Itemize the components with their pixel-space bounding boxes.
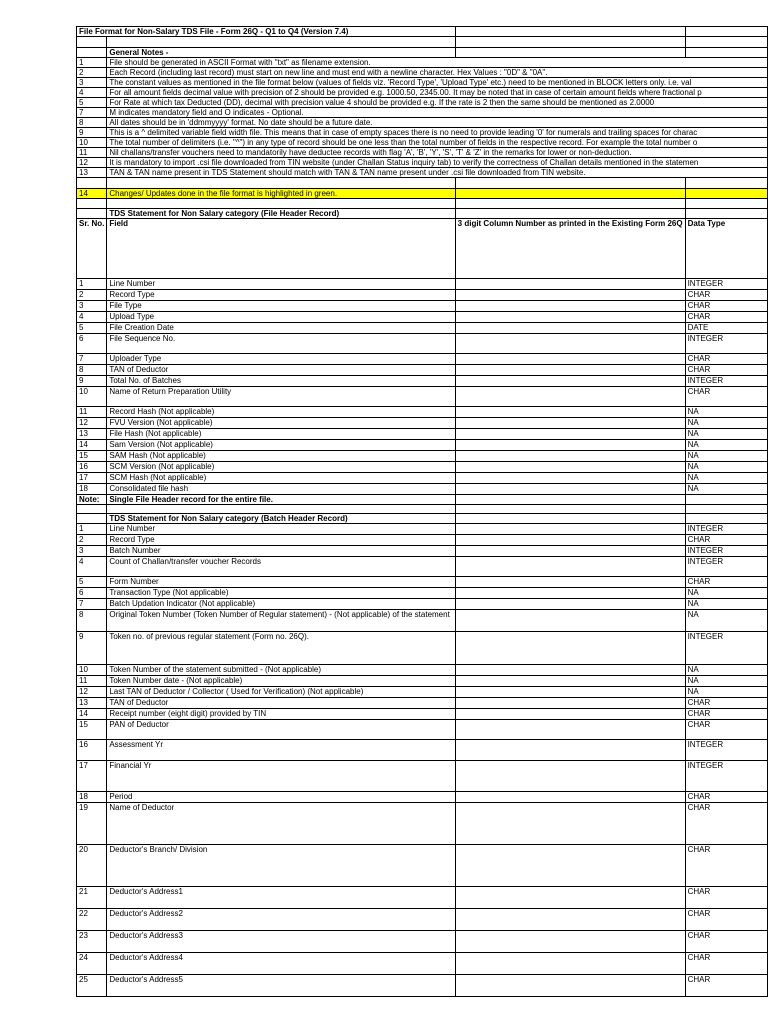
field-name: Deductor's Address1 — [107, 887, 455, 909]
field-data-type: NA — [685, 610, 767, 632]
field-name: Uploader Type — [107, 354, 455, 365]
note-row — [77, 88, 768, 98]
field-srno: 23 — [77, 931, 107, 953]
field-data-type: CHAR — [685, 354, 767, 365]
note-text: Single File Header record for the entire file. — [107, 495, 455, 505]
field-name: Receipt number (eight digit) provided by TIN — [107, 709, 455, 720]
field-name: TAN of Deductor — [107, 698, 455, 709]
field-srno: 2 — [77, 290, 107, 301]
field-name: File Type — [107, 301, 455, 312]
note-number: 9 — [77, 128, 107, 138]
field-row — [77, 577, 768, 588]
note-number: 3 — [77, 78, 107, 88]
note-text: M indicates mandatory field and O indicates - Optional. — [107, 108, 768, 118]
field-srno: 5 — [77, 577, 107, 588]
field-data-type: INTEGER — [685, 334, 767, 354]
field-data-type: CHAR — [685, 803, 767, 845]
field-data-type: INTEGER — [685, 740, 767, 761]
field-srno: 15 — [77, 451, 107, 462]
field-row — [77, 354, 768, 365]
col-header-data-type: Data Type — [685, 219, 767, 279]
field-name: Deductor's Address4 — [107, 953, 455, 975]
general-notes-title: General Notes - — [107, 48, 455, 58]
field-data-type: NA — [685, 451, 767, 462]
note-text: For Rate at which tax Deducted (DD), decimal with precision value 4 should be provided e.g. If the rate is 2 then the same should be mentioned as 2.0000 — [107, 98, 768, 108]
field-srno: 1 — [77, 524, 107, 535]
field-srno: 17 — [77, 761, 107, 792]
note-row — [77, 118, 768, 128]
field-row — [77, 451, 768, 462]
field-data-type: NA — [685, 440, 767, 451]
note-number: 2 — [77, 68, 107, 78]
field-srno: 13 — [77, 698, 107, 709]
field-srno: 12 — [77, 418, 107, 429]
field-name: Record Type — [107, 535, 455, 546]
field-row — [77, 792, 768, 803]
field-data-type: INTEGER — [685, 376, 767, 387]
field-name: SCM Version (Not applicable) — [107, 462, 455, 473]
field-data-type: CHAR — [685, 387, 767, 407]
table-body — [77, 27, 768, 997]
field-data-type: INTEGER — [685, 279, 767, 290]
field-data-type: CHAR — [685, 909, 767, 931]
field-data-type: INTEGER — [685, 632, 767, 665]
field-row — [77, 845, 768, 887]
note-number: 14 — [77, 189, 107, 199]
spacer-row — [77, 199, 768, 209]
section-title-row — [77, 209, 768, 219]
field-name: Batch Updation Indicator (Not applicable) — [107, 599, 455, 610]
field-name: PAN of Deductor — [107, 720, 455, 740]
field-row — [77, 279, 768, 290]
field-data-type: NA — [685, 462, 767, 473]
field-row — [77, 975, 768, 997]
note-number: 11 — [77, 148, 107, 158]
field-data-type: NA — [685, 407, 767, 418]
field-data-type: CHAR — [685, 290, 767, 301]
field-data-type: NA — [685, 687, 767, 698]
note-row — [77, 68, 768, 78]
note-number: 8 — [77, 118, 107, 128]
field-name: Record Type — [107, 290, 455, 301]
field-srno: 11 — [77, 676, 107, 687]
field-srno: 20 — [77, 845, 107, 887]
note-number: 12 — [77, 158, 107, 168]
field-row — [77, 676, 768, 687]
note-row — [77, 158, 768, 168]
field-srno: 6 — [77, 588, 107, 599]
spacer-row — [77, 37, 768, 48]
field-data-type: CHAR — [685, 312, 767, 323]
field-name: Consolidated file hash — [107, 484, 455, 495]
field-data-type: NA — [685, 418, 767, 429]
field-row — [77, 365, 768, 376]
field-srno: 2 — [77, 535, 107, 546]
note-number: 1 — [77, 58, 107, 68]
field-name: File Hash (Not applicable) — [107, 429, 455, 440]
highlighted-note-row — [77, 189, 768, 199]
col-header-column-number: 3 digit Column Number as printed in the Existing Form 26Q — [455, 219, 685, 279]
field-data-type: CHAR — [685, 887, 767, 909]
note-text: Changes/ Updates done in the file format is highlighted in green. — [107, 189, 455, 199]
field-row — [77, 312, 768, 323]
field-name: Form Number — [107, 577, 455, 588]
field-name: Original Token Number (Token Number of Regular statement) - (Not applicable) of the statement — [107, 610, 455, 632]
field-srno: 22 — [77, 909, 107, 931]
field-srno: 3 — [77, 301, 107, 312]
field-name: FVU Version (Not applicable) — [107, 418, 455, 429]
field-row — [77, 909, 768, 931]
field-data-type: CHAR — [685, 577, 767, 588]
field-row — [77, 429, 768, 440]
field-row — [77, 440, 768, 451]
field-name: File Sequence No. — [107, 334, 455, 354]
field-srno: 16 — [77, 740, 107, 761]
field-row — [77, 698, 768, 709]
note-row — [77, 58, 768, 68]
field-srno: 11 — [77, 407, 107, 418]
field-srno: 3 — [77, 546, 107, 557]
field-srno: 8 — [77, 365, 107, 376]
field-name: Assessment Yr — [107, 740, 455, 761]
field-name: Financial Yr — [107, 761, 455, 792]
field-srno: 19 — [77, 803, 107, 845]
field-srno: 14 — [77, 440, 107, 451]
note-number: 13 — [77, 168, 107, 178]
note-text: For all amount fields decimal value with precision of 2 should be provided e.g. 1000.50, 2345.00. It may be noted that in case of certain amount fields where fractional p — [107, 88, 768, 98]
field-row — [77, 953, 768, 975]
note-text: The total number of delimiters (i.e. "^") in any type of record should be one less than the total number of fields in the respective record. For example the total number o — [107, 138, 768, 148]
field-row — [77, 462, 768, 473]
note-text: Each Record (including last record) must start on new line and must end with a newline character. Hex Values : "0D" & "0A". — [107, 68, 768, 78]
document-title: File Format for Non-Salary TDS File - Form 26Q - Q1 to Q4 (Version 7.4) — [77, 27, 456, 37]
field-srno: 17 — [77, 473, 107, 484]
field-data-type: INTEGER — [685, 524, 767, 535]
field-name: Last TAN of Deductor / Collector ( Used for Verification) (Not applicable) — [107, 687, 455, 698]
note-text: All dates should be in 'ddmmyyyy' format. No date should be a future date. — [107, 118, 768, 128]
note-number: 4 — [77, 88, 107, 98]
section-title-row — [77, 514, 768, 524]
field-row — [77, 546, 768, 557]
column-header-row — [77, 219, 768, 279]
note-text: This is a ^ delimited variable field width file. This means that in case of empty spaces there is no need to provide leading '0' for numerals and trailing spaces for charac — [107, 128, 768, 138]
note-row — [77, 148, 768, 158]
field-name: Transaction Type (Not applicable) — [107, 588, 455, 599]
field-row — [77, 740, 768, 761]
spacer-row — [77, 178, 768, 189]
field-name: Deductor's Branch/ Division — [107, 845, 455, 887]
field-row — [77, 720, 768, 740]
note-label: Note: — [77, 495, 107, 505]
field-data-type: INTEGER — [685, 557, 767, 577]
field-name: Token Number date - (Not applicable) — [107, 676, 455, 687]
field-row — [77, 761, 768, 792]
field-data-type: CHAR — [685, 535, 767, 546]
note-text: TAN & TAN name present in TDS Statement should match with TAN & TAN name present under .csi file downloaded from TIN website. — [107, 168, 768, 178]
col-header-srno: Sr. No. — [77, 219, 107, 279]
field-row — [77, 887, 768, 909]
field-row — [77, 484, 768, 495]
field-srno: 18 — [77, 484, 107, 495]
field-name: Name of Return Preparation Utility — [107, 387, 455, 407]
field-name: Line Number — [107, 279, 455, 290]
field-srno: 8 — [77, 610, 107, 632]
field-row — [77, 407, 768, 418]
field-row — [77, 535, 768, 546]
field-row — [77, 524, 768, 535]
note-number: 5 — [77, 98, 107, 108]
note-text: The constant values as mentioned in the file format below (values of fields viz. 'Record Type', 'Upload Type' etc.) need to be mentioned in BLOCK letters only. i.e. val — [107, 78, 768, 88]
note-text: Nil challans/transfer vouchers need to mandatorily have deductee records with flag 'A', 'B', 'Y', 'S', 'T' & 'Z' in the remarks for lower or non-deduction. — [107, 148, 768, 158]
field-srno: 4 — [77, 557, 107, 577]
field-name: Upload Type — [107, 312, 455, 323]
field-data-type: NA — [685, 665, 767, 676]
field-srno: 21 — [77, 887, 107, 909]
field-row — [77, 632, 768, 665]
spreadsheet-table — [76, 26, 768, 997]
field-data-type: CHAR — [685, 301, 767, 312]
field-row — [77, 290, 768, 301]
field-row — [77, 323, 768, 334]
note-row — [77, 495, 768, 505]
field-name: Sam Version (Not applicable) — [107, 440, 455, 451]
field-srno: 9 — [77, 632, 107, 665]
field-name: Batch Number — [107, 546, 455, 557]
field-data-type: INTEGER — [685, 546, 767, 557]
note-number: 10 — [77, 138, 107, 148]
field-srno: 5 — [77, 323, 107, 334]
field-data-type: CHAR — [685, 975, 767, 997]
field-data-type: NA — [685, 599, 767, 610]
field-srno: 7 — [77, 599, 107, 610]
field-row — [77, 931, 768, 953]
note-row — [77, 138, 768, 148]
field-data-type: CHAR — [685, 709, 767, 720]
section-title: TDS Statement for Non Salary category (Batch Header Record) — [107, 514, 455, 524]
field-data-type: CHAR — [685, 698, 767, 709]
field-name: TAN of Deductor — [107, 365, 455, 376]
field-data-type: NA — [685, 429, 767, 440]
field-srno: 4 — [77, 312, 107, 323]
field-row — [77, 334, 768, 354]
field-data-type: NA — [685, 484, 767, 495]
field-row — [77, 665, 768, 676]
field-srno: 25 — [77, 975, 107, 997]
field-row — [77, 599, 768, 610]
field-name: Token Number of the statement submitted - (Not applicable) — [107, 665, 455, 676]
field-name: Deductor's Address2 — [107, 909, 455, 931]
title-row — [77, 27, 768, 37]
field-srno: 10 — [77, 387, 107, 407]
section-title: TDS Statement for Non Salary category (File Header Record) — [107, 209, 455, 219]
field-srno: 18 — [77, 792, 107, 803]
note-row — [77, 168, 768, 178]
field-name: Period — [107, 792, 455, 803]
note-row — [77, 128, 768, 138]
field-data-type: DATE — [685, 323, 767, 334]
field-srno: 1 — [77, 279, 107, 290]
field-row — [77, 803, 768, 845]
field-name: Line Number — [107, 524, 455, 535]
field-srno: 24 — [77, 953, 107, 975]
field-srno: 6 — [77, 334, 107, 354]
field-srno: 7 — [77, 354, 107, 365]
note-row — [77, 78, 768, 88]
field-row — [77, 418, 768, 429]
field-row — [77, 376, 768, 387]
field-row — [77, 387, 768, 407]
field-data-type: CHAR — [685, 931, 767, 953]
field-name: Token no. of previous regular statement (Form no. 26Q). — [107, 632, 455, 665]
field-name: Record Hash (Not applicable) — [107, 407, 455, 418]
note-row — [77, 98, 768, 108]
field-srno: 10 — [77, 665, 107, 676]
col-header-field: Field — [107, 219, 455, 279]
field-name: SCM Hash (Not applicable) — [107, 473, 455, 484]
field-name: Deductor's Address5 — [107, 975, 455, 997]
field-srno: 12 — [77, 687, 107, 698]
general-notes-heading-row — [77, 48, 768, 58]
field-srno: 15 — [77, 720, 107, 740]
field-row — [77, 709, 768, 720]
field-row — [77, 588, 768, 599]
field-data-type: CHAR — [685, 953, 767, 975]
field-name: Count of Challan/transfer voucher Records — [107, 557, 455, 577]
field-name: File Creation Date — [107, 323, 455, 334]
field-srno: 9 — [77, 376, 107, 387]
field-row — [77, 557, 768, 577]
field-data-type: NA — [685, 588, 767, 599]
field-row — [77, 301, 768, 312]
field-srno: 13 — [77, 429, 107, 440]
note-row — [77, 108, 768, 118]
field-name: Name of Deductor — [107, 803, 455, 845]
note-text: File should be generated in ASCII Format with "txt" as filename extension. — [107, 58, 768, 68]
field-name: Deductor's Address3 — [107, 931, 455, 953]
field-srno: 16 — [77, 462, 107, 473]
spacer-row — [77, 505, 768, 514]
note-number: 7 — [77, 108, 107, 118]
field-row — [77, 687, 768, 698]
field-data-type: NA — [685, 473, 767, 484]
field-name: SAM Hash (Not applicable) — [107, 451, 455, 462]
field-name: Total No. of Batches — [107, 376, 455, 387]
field-data-type: CHAR — [685, 365, 767, 376]
field-data-type: CHAR — [685, 792, 767, 803]
field-row — [77, 473, 768, 484]
field-data-type: INTEGER — [685, 761, 767, 792]
field-srno: 14 — [77, 709, 107, 720]
field-row — [77, 610, 768, 632]
field-data-type: CHAR — [685, 845, 767, 887]
field-data-type: NA — [685, 676, 767, 687]
note-text: It is mandatory to import .csi file downloaded from TIN website (under Challan Status inquiry tab) to verify the correctness of Challan details mentioned in the statemen — [107, 158, 768, 168]
field-data-type: CHAR — [685, 720, 767, 740]
